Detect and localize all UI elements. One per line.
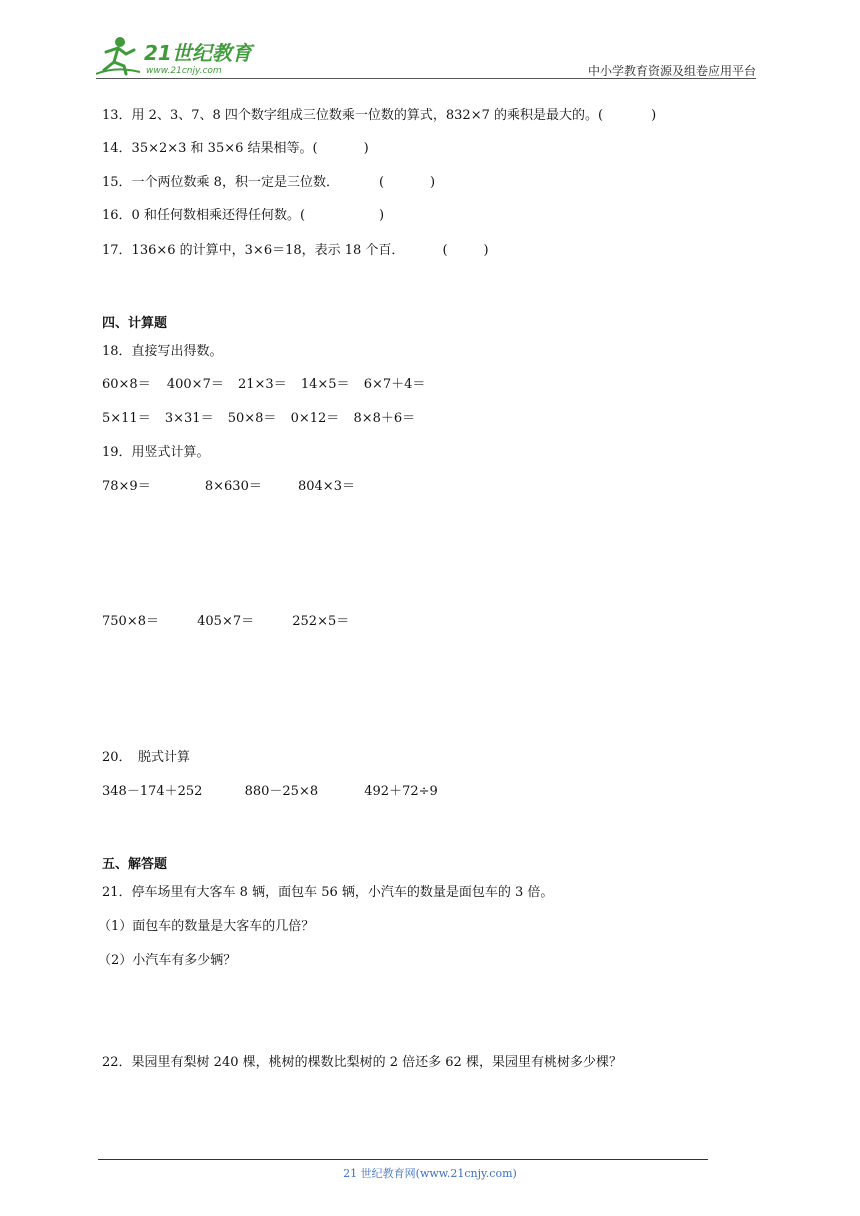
question-14: 14．35×2×3 和 35×6 结果相等。( ) <box>102 141 369 156</box>
question-19-row-2: 750×8＝ 405×7＝ 252×5＝ <box>102 614 350 629</box>
question-18-row-2: 5×11＝ 3×31＝ 50×8＝ 0×12＝ 8×8＋6＝ <box>102 411 416 426</box>
question-20-items: 348－174＋252 880－25×8 492＋72÷9 <box>102 784 438 799</box>
question-18-row-1: 60×8＝ 400×7＝ 21×3＝ 14×5＝ 6×7＋4＝ <box>102 377 426 392</box>
footer-site-link[interactable]: 21 世纪教育网(www.21cnjy.com) <box>343 1167 517 1180</box>
question-21-sub-2: （2）小汽车有多少辆？ <box>98 953 237 968</box>
question-17: 17．136×6 的计算中，3×6＝18，表示 18 个百． ( ) <box>102 243 489 258</box>
question-19-row-1: 78×9＝ 8×630＝ 804×3＝ <box>102 479 355 494</box>
question-21-prompt: 21．停车场里有大客车 8 辆，面包车 56 辆，小汽车的数量是面包车的 3 倍。 <box>102 885 554 900</box>
header-divider <box>96 78 756 79</box>
page-header <box>96 32 756 78</box>
svg-text:www.21cnjy.com: www.21cnjy.com <box>146 66 222 76</box>
question-15: 15．一个两位数乘 8，积一定是三位数． ( ) <box>102 175 436 190</box>
question-16: 16．0 和任何数相乘还得任何数。( ) <box>102 208 385 223</box>
question-19-prompt: 19．用竖式计算。 <box>102 445 210 460</box>
section-5-title: 五、解答题 <box>102 857 168 872</box>
footer-divider <box>98 1159 708 1160</box>
section-4-title: 四、计算题 <box>102 316 168 331</box>
question-21-sub-1: （1）面包车的数量是大客车的几倍？ <box>98 919 315 934</box>
question-20-prompt: 20． 脱式计算 <box>102 750 191 765</box>
header-platform-text: 中小学教育资源及组卷应用平台 <box>587 64 756 78</box>
svg-text:21世纪教育: 21世纪教育 <box>144 41 252 65</box>
question-22-prompt: 22．果园里有梨树 240 棵，桃树的棵数比梨树的 2 倍还多 62 棵，果园里有桃树多少棵？ <box>102 1055 622 1070</box>
site-logo <box>96 32 271 78</box>
question-13: 13．用 2、3、7、8 四个数字组成三位数乘一位数的算式，832×7 的乘积是最大的。( ) <box>102 108 657 123</box>
question-18-prompt: 18．直接写出得数。 <box>102 344 223 359</box>
